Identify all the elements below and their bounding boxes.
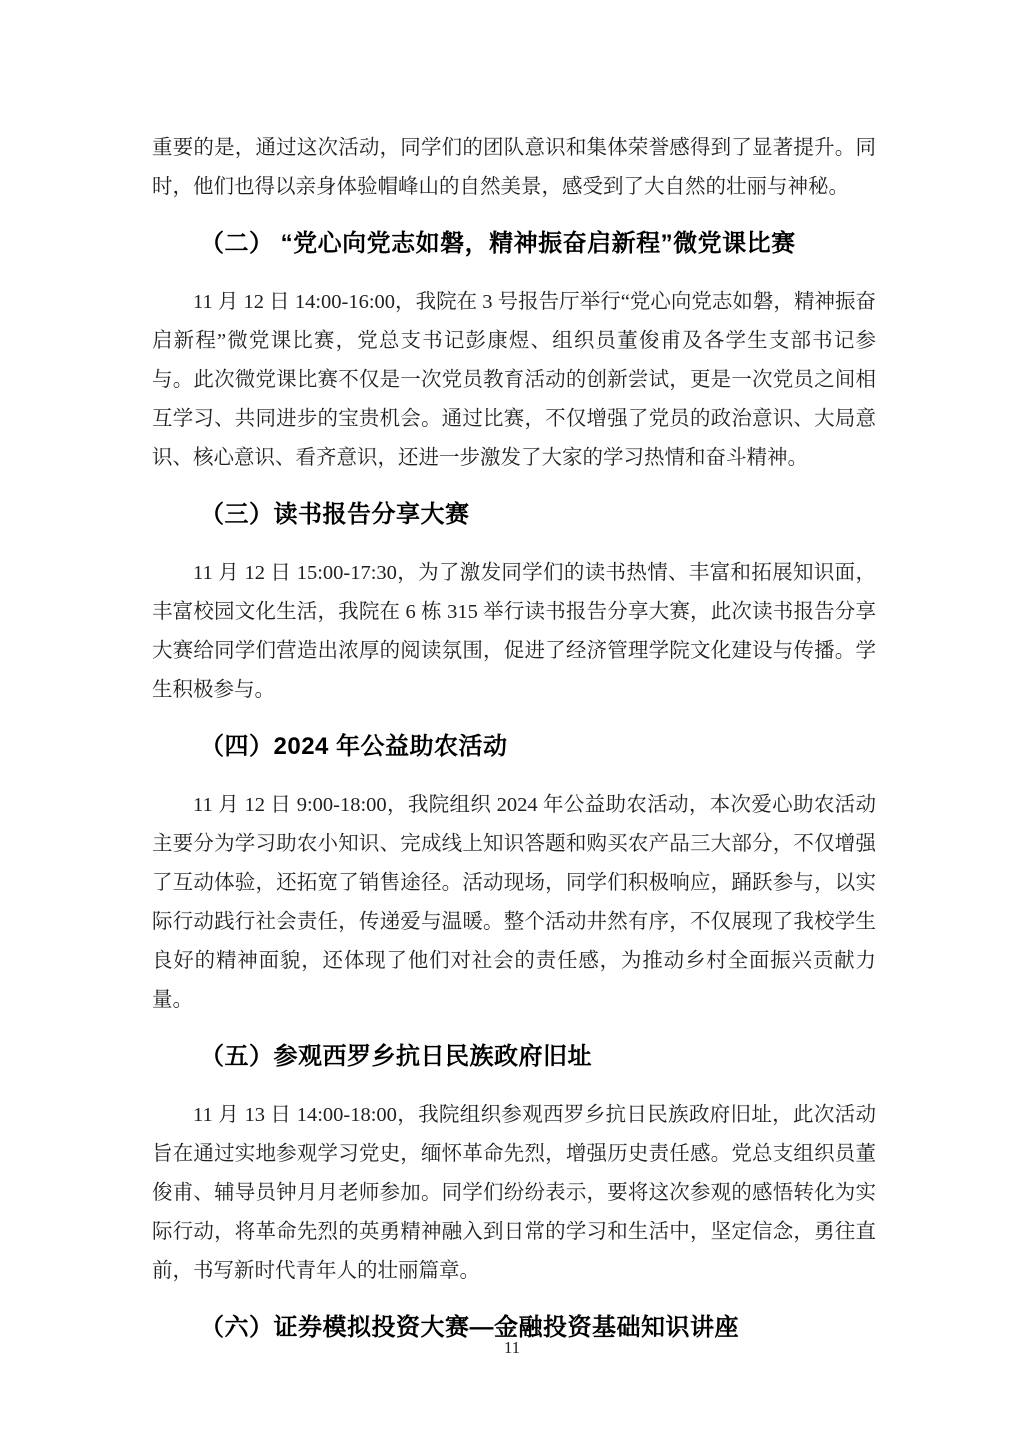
continuation-paragraph: 重要的是，通过这次活动，同学们的团队意识和集体荣誉感得到了显著提升。同时，他们也得以亲身体验帽峰山的自然美景，感受到了大自然的壮丽与神秘。 [152, 137, 876, 198]
section-body-charity-farming-activity: 11 月 12 日 9:00-18:00，我院组织 2024 年公益助农活动，本次爱心助农活动主要分为学习助农小知识、完成线上知识答题和购买农产品三大部分，不仅增强了互动体验，还拓宽了销售途径。活动现场，同学们积极响应，踊跃参与，以实际行动践行社会责任，传递爱与温暖。整个活动井然有序，不仅展现了我校学生良好的精神面貌，还体现了他们对社会的责任感，为推动乡村全面振兴贡献力量。 [152, 794, 876, 1011]
page-number: 11 [503, 1338, 521, 1357]
section-heading-reading-report-contest: （三）读书报告分享大赛 [200, 501, 470, 528]
section-body-reading-report-contest: 11 月 12 日 15:00-17:30，为了激发同学们的读书热情、丰富和拓展知识面，丰富校园文化生活，我院在 6 栋 315 举行读书报告分享大赛，此次读书报告分享大赛给同学们营造出浓厚的阅读氛围，促进了经济管理学院文化建设与传播。学生积极参与。 [152, 562, 876, 701]
section-heading-site-visit: （五）参观西罗乡抗日民族政府旧址 [200, 1043, 592, 1070]
section-body-party-class-competition: 11 月 12 日 14:00-16:00，我院在 3 号报告厅举行“党心向党志如磐，精神振奋启新程”微党课比赛，党总支书记彭康煜、组织员董俊甫及各学生支部书记参与。此次微党课比赛不仅是一次党员教育活动的创新尝试，更是一次党员之间相互学习、共同进步的宝贵机会。通过比赛，不仅增强了党员的政治意识、大局意识、核心意识、看齐意识，还进一步激发了大家的学习热情和奋斗精神。 [152, 291, 876, 469]
section-body-site-visit: 11 月 13 日 14:00-18:00，我院组织参观西罗乡抗日民族政府旧址，此次活动旨在通过实地参观学习党史，缅怀革命先烈，增强历史责任感。党总支组织员董俊甫、辅导员钟月月老师参加。同学们纷纷表示，要将这次参观的感悟转化为实际行动，将革命先烈的英勇精神融入到日常的学习和生活中，坚定信念，勇往直前，书写新时代青年人的壮丽篇章。 [152, 1104, 876, 1282]
page-footer [0, 1338, 1024, 1358]
section-heading-charity-farming-activity: （四）2024 年公益助农活动 [200, 733, 508, 760]
section-heading-party-class-competition: （二） “党心向党志如磐，精神振奋启新程”微党课比赛 [200, 230, 796, 257]
section-heading-investment-contest-lecture: （六）证券模拟投资大赛—金融投资基础知识讲座 [200, 1314, 739, 1341]
page-content [152, 129, 876, 1367]
